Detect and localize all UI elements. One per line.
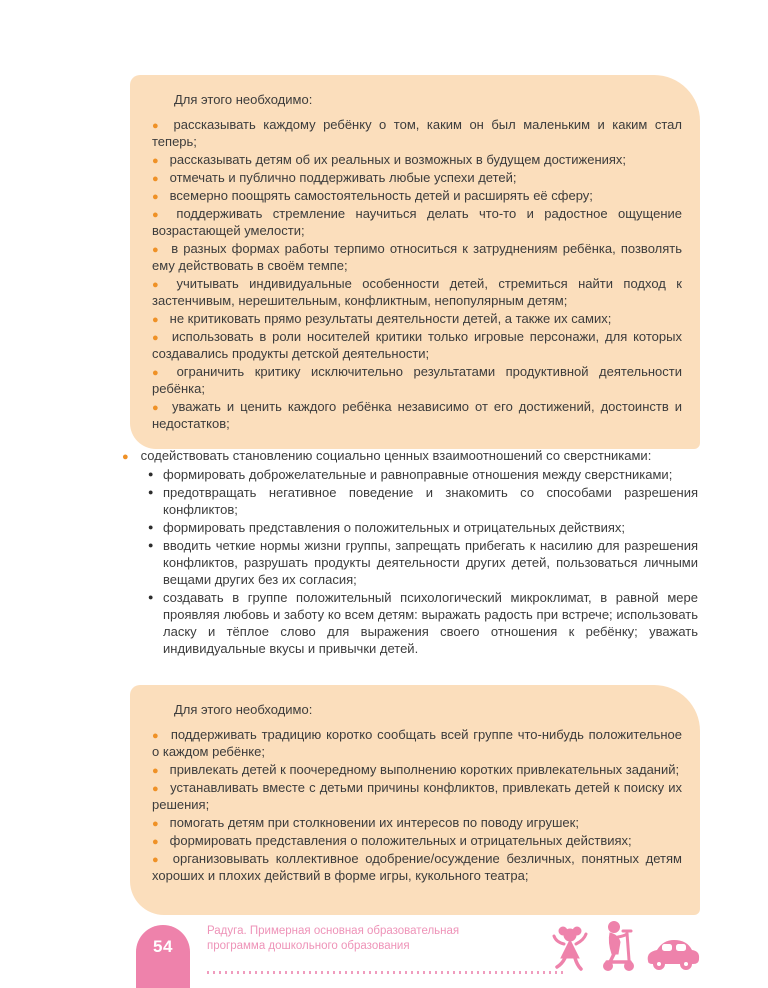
bullet-icon: ●: [152, 730, 160, 742]
list-item-text: учитывать индивидуальные особенности детей, стремиться найти подход к застенчивым, нерешительным, конфликтным, непопулярным детям;: [152, 276, 682, 308]
list-item: [152, 832, 682, 849]
list-item: [152, 761, 682, 778]
list-item: [152, 779, 682, 813]
bullet-icon: ●: [152, 818, 159, 830]
sub-item-text: вводить четкие нормы жизни группы, запрещать прибегать к насилию для разрешения конфликтов, разрушать продукты деятельности других детей, пользоваться личными вещами других без их согласия;: [163, 538, 698, 587]
bullet-icon: ●: [152, 332, 161, 344]
page-number: 54: [153, 937, 173, 956]
bullet-icon: ●: [152, 209, 166, 221]
footer-title-line2: программа дошкольного образования: [207, 940, 410, 952]
bullet-icon: ●: [122, 451, 129, 463]
list-item-text: привлекать детей к поочередному выполнению коротких привлекательных заданий;: [169, 762, 680, 777]
sub-bullet-icon: ●: [148, 592, 154, 602]
list-item: [152, 398, 682, 432]
dotted-divider: [207, 971, 565, 974]
list-item-text: всемерно поощрять самостоятельность детей и расширять её сферу;: [169, 188, 593, 203]
list-item-text: в разных формах работы терпимо относиться к затруднениям ребёнка, позволять ему действовать в своём темпе;: [152, 241, 682, 273]
sub-list: [148, 466, 698, 657]
bullet-icon: ●: [152, 120, 163, 132]
list-item-text: не критиковать прямо результаты деятельности детей, а также их самих;: [169, 311, 612, 326]
page-footer: [0, 918, 768, 988]
bullet-icon: ●: [152, 783, 160, 795]
sub-list-item: [148, 484, 698, 518]
bullet-icon: ●: [152, 836, 159, 848]
child-on-scooter-icon: [598, 920, 638, 972]
sub-list-item: [148, 537, 698, 588]
footer-title: [207, 924, 459, 954]
list-item-text: рассказывать каждому ребёнку о том, каким он был маленьким и каким стал теперь;: [152, 117, 682, 149]
list-item: [152, 151, 682, 168]
list-item-text: использовать в роли носителей критики только игровые персонажи, для которых создавались продукты детской деятельности;: [152, 329, 682, 361]
callout-box-bottom: [130, 685, 700, 915]
list-item-text: устанавливать вместе с детьми причины конфликтов, привлекать детей к поиску их решения;: [152, 780, 682, 812]
lead-item-text: содействовать становлению социально ценных взаимоотношений со сверстниками:: [140, 448, 652, 463]
list-item-text: отмечать и публично поддерживать любые успехи детей;: [169, 170, 517, 185]
bullet-icon: ●: [152, 402, 162, 414]
bullet-icon: ●: [152, 191, 159, 203]
list-item: [152, 240, 682, 274]
bullet-icon: ●: [152, 854, 162, 866]
list-item: [152, 205, 682, 239]
bullet-icon: ●: [152, 155, 159, 167]
bullet-icon: ●: [152, 279, 166, 291]
page-number-badge: [136, 925, 190, 988]
car-icon: [644, 934, 702, 972]
list-item: [152, 363, 682, 397]
intro-line: Для этого необходимо:: [174, 702, 313, 717]
list-item-text: организовывать коллективное одобрение/осуждение безличных, понятных детям хороших и плохих действий в форме игры, кукольного театра;: [152, 851, 682, 883]
list-item-text: ограничить критику исключительно результатами продуктивной деятельности ребёнка;: [152, 364, 682, 396]
footer-icons: [550, 920, 710, 972]
list-item-text: уважать и ценить каждого ребёнка независимо от его достижений, достоинств и недостатков;: [152, 399, 682, 431]
list-item-text: рассказывать детям об их реальных и возможных в будущем достижениях;: [169, 152, 627, 167]
sub-bullet-icon: ●: [148, 469, 154, 479]
list-item: [152, 814, 682, 831]
sub-bullet-icon: ●: [148, 540, 154, 550]
list-item: [152, 726, 682, 760]
list-item-text: поддерживать традицию коротко сообщать всей группе что-нибудь положительное о каждом ребёнке;: [152, 727, 682, 759]
sub-list-item: [148, 466, 698, 483]
bullet-icon: ●: [152, 244, 161, 256]
sub-bullet-icon: ●: [148, 522, 154, 532]
list-item-text: поддерживать стремление научиться делать что-то и радостное ощущение возрастающей умелости;: [152, 206, 682, 238]
callout-box-top: [130, 75, 700, 449]
intro-line: Для этого необходимо:: [174, 92, 313, 107]
bullet-icon: ●: [152, 765, 159, 777]
list-item: [152, 116, 682, 150]
sub-item-text: предотвращать негативное поведение и знакомить со способами разрешения конфликтов;: [163, 485, 698, 517]
list-item-text: помогать детям при столкновении их интересов по поводу игрушек;: [169, 815, 579, 830]
bullet-icon: ●: [152, 173, 159, 185]
list-item: [152, 328, 682, 362]
sub-list-item: [148, 519, 698, 536]
bullet-icon: ●: [152, 367, 166, 379]
footer-title-line1: Радуга. Примерная основная образовательная: [207, 925, 460, 937]
sub-item-text: формировать доброжелательные и равноправные отношения между сверстниками;: [163, 467, 673, 482]
list-item: [152, 275, 682, 309]
list-item: [152, 187, 682, 204]
sub-bullet-icon: ●: [148, 487, 154, 497]
list-item: [152, 310, 682, 327]
list-item: [152, 850, 682, 884]
list-item-text: формировать представления о положительных и отрицательных действиях;: [169, 833, 632, 848]
peer-relations-section: [122, 447, 698, 658]
lead-item: [122, 447, 698, 464]
sub-list-item: [148, 589, 698, 657]
sub-item-text: формировать представления о положительных и отрицательных действиях;: [163, 520, 626, 535]
list-item: [152, 169, 682, 186]
bullet-icon: ●: [152, 314, 159, 326]
sub-item-text: создавать в группе положительный психологический микроклимат, в равной мере проявляя любовь и заботу ко всем детям: выражать радость при встрече; использовать ласку и тёплое слово для выражения своего отношения к ребёнку; уважать индивидуальные вкусы и привычки детей.: [163, 590, 698, 656]
dancing-child-icon: [550, 922, 592, 972]
